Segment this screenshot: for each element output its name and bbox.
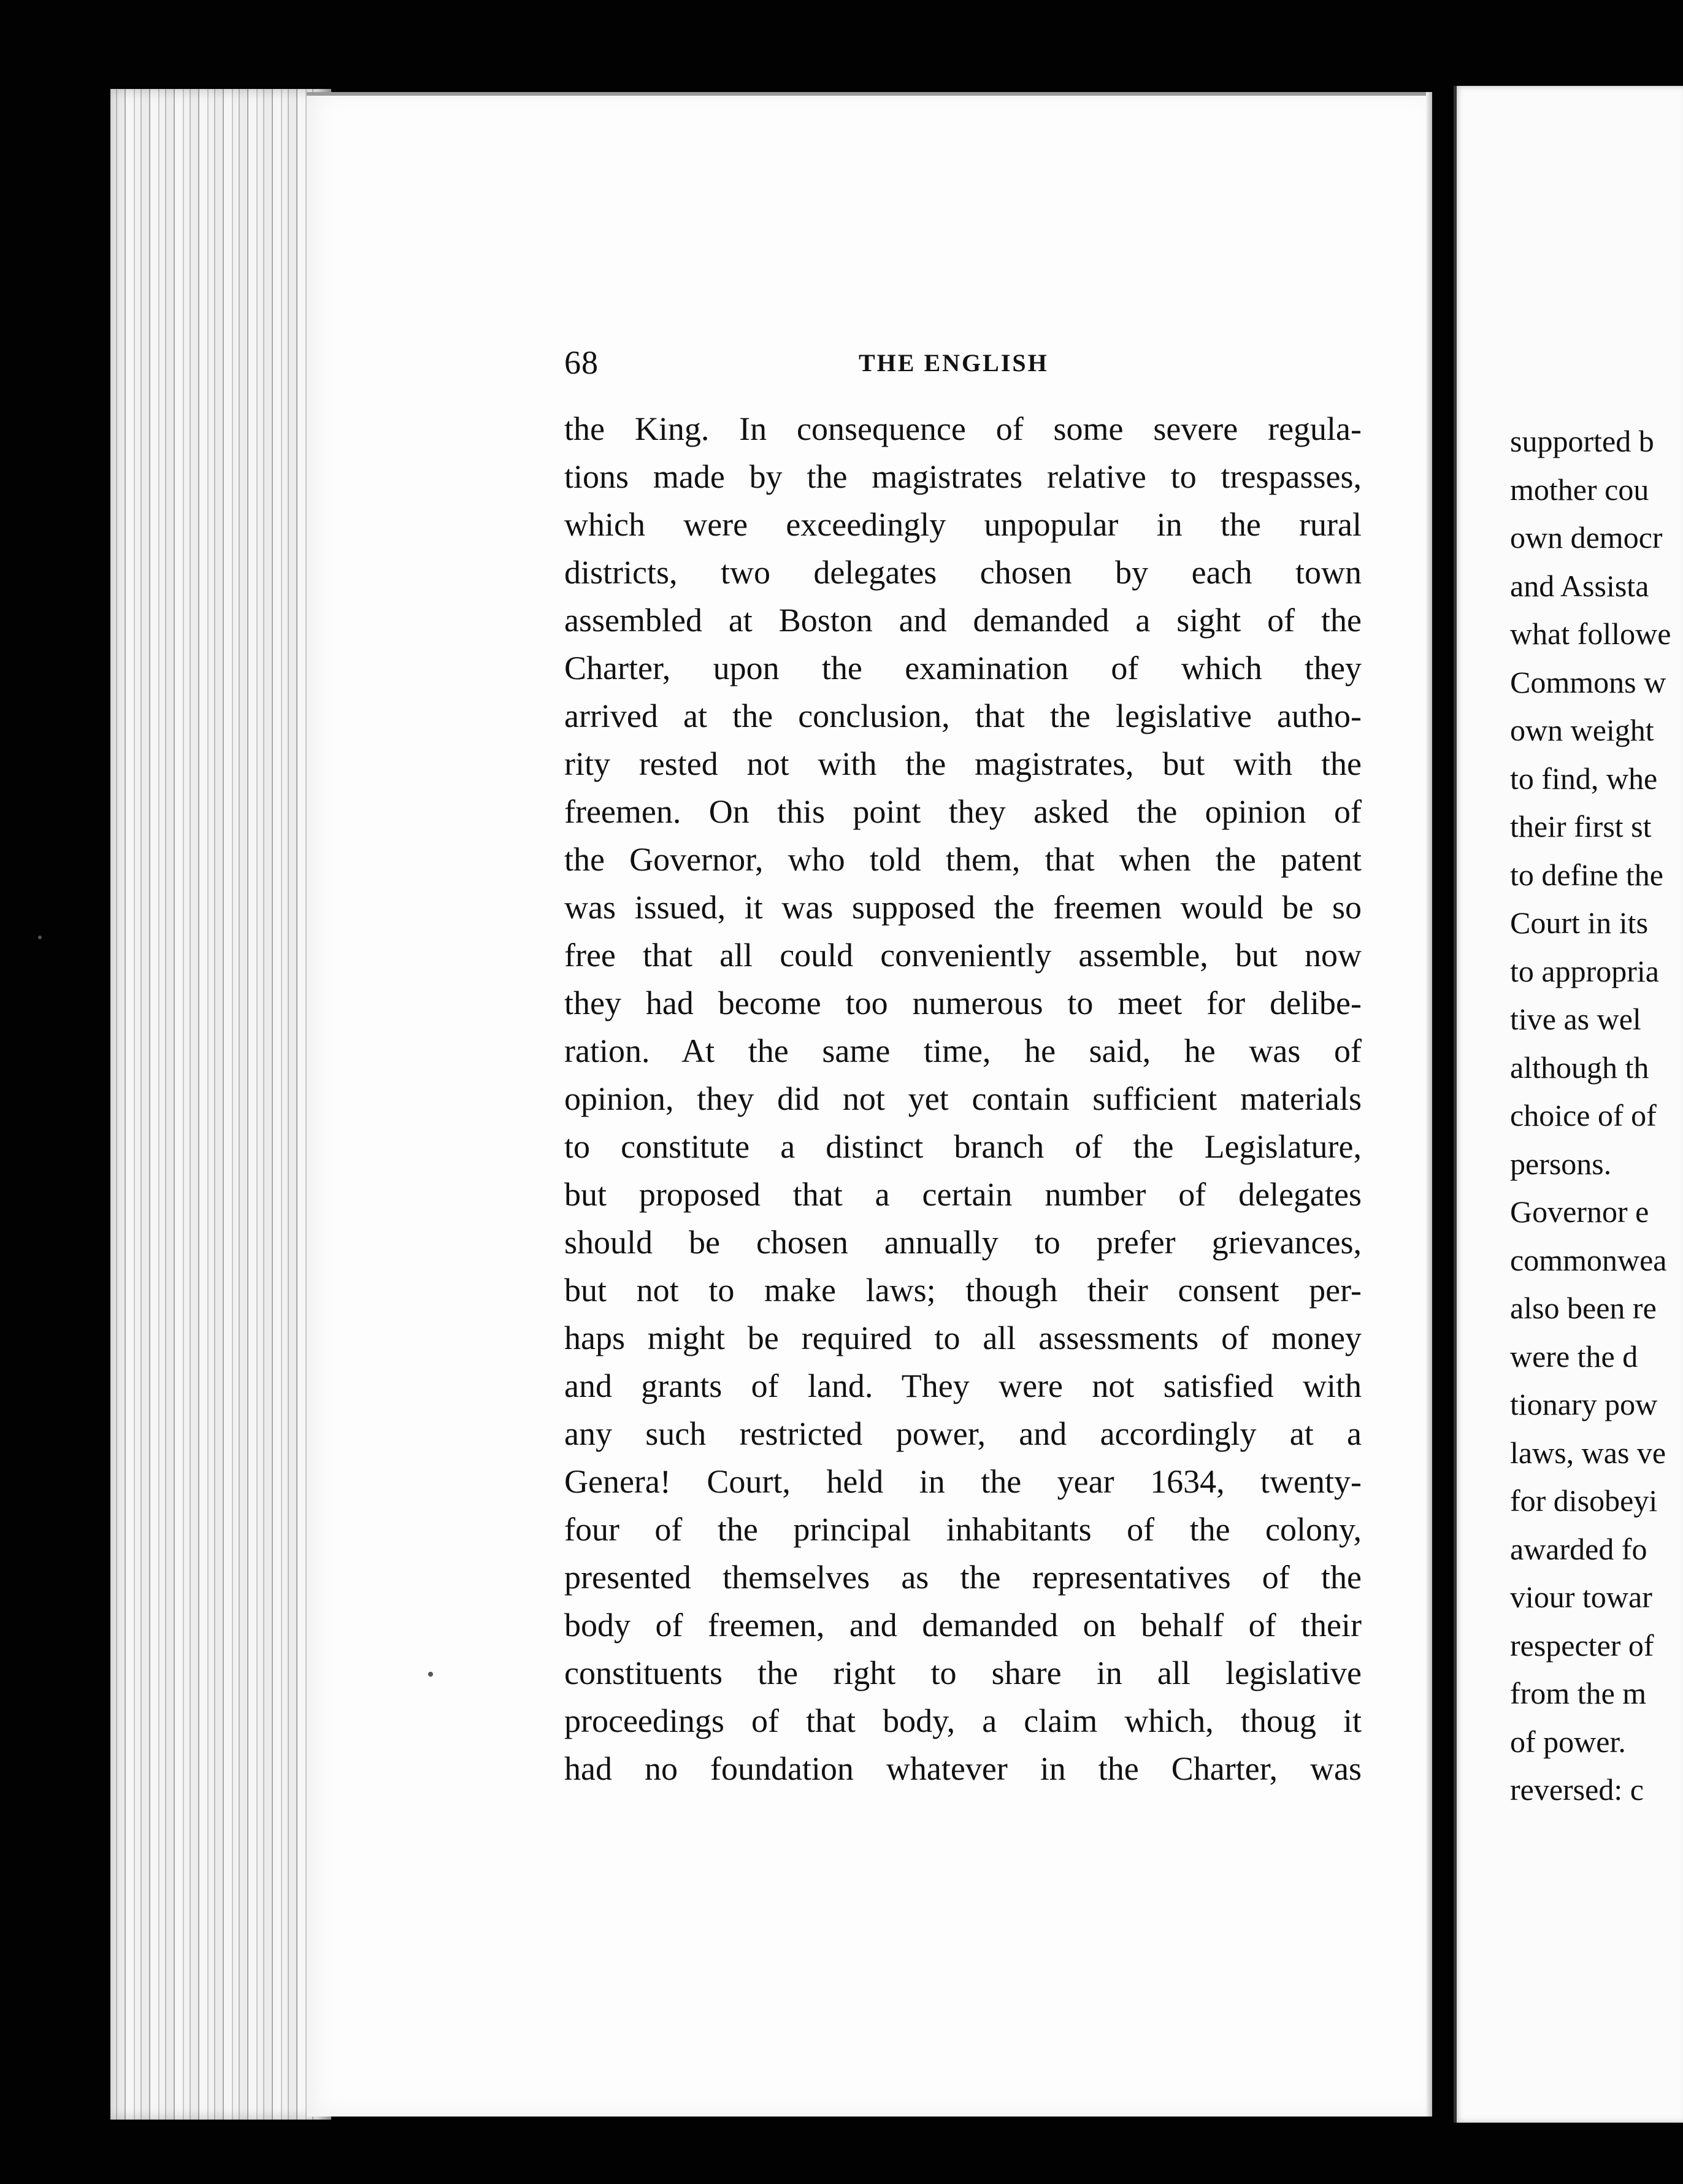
text-line: persons. xyxy=(1510,1146,1612,1181)
text-line: had no foundation whatever in the Charter, was xyxy=(564,1750,1362,1787)
text-line: arrived at the conclusion, that the legislative autho- xyxy=(564,698,1362,734)
text-line: from the m xyxy=(1510,1676,1647,1710)
text-line: were the d xyxy=(1510,1339,1638,1374)
text-line: and Assista xyxy=(1510,568,1649,603)
text-line: awarded fo xyxy=(1510,1531,1647,1566)
text-line: they had become too numerous to meet for delibe- xyxy=(564,985,1362,1021)
text-line: viour towar xyxy=(1510,1580,1652,1614)
right-page-cropped xyxy=(1454,86,1683,2123)
book-page-edges xyxy=(110,89,331,2120)
page-number: 68 xyxy=(564,344,599,381)
text-line: but not to make laws; though their consent per- xyxy=(564,1272,1362,1309)
text-line: for disobeyi xyxy=(1510,1483,1658,1518)
text-line: and grants of land. They were not satisfied with xyxy=(564,1367,1362,1404)
text-line: to define the xyxy=(1510,857,1663,892)
left-page-body-text xyxy=(564,405,1362,1793)
text-line: rity rested not with the magistrates, but with the xyxy=(564,745,1362,782)
scan-speck xyxy=(38,936,42,939)
text-line: choice of of xyxy=(1510,1098,1657,1132)
text-line: which were exceedingly unpopular in the rural xyxy=(564,506,1362,543)
text-line: their first st xyxy=(1510,809,1652,844)
text-line: tionary pow xyxy=(1510,1387,1658,1421)
text-line: to find, whe xyxy=(1510,761,1658,796)
text-line: was issued, it was supposed the freemen would be so xyxy=(564,889,1362,926)
text-line: Commons w xyxy=(1510,664,1666,699)
text-line: the King. In consequence of some severe regula- xyxy=(564,410,1362,447)
text-line: own weight xyxy=(1510,713,1654,747)
text-line: supported b xyxy=(1510,424,1654,458)
text-line: Court in its xyxy=(1510,906,1649,940)
scan-speck xyxy=(428,1672,433,1677)
text-line: also been re xyxy=(1510,1291,1657,1325)
text-line: reversed: c xyxy=(1510,1772,1644,1807)
text-line: but proposed that a certain number of delegates xyxy=(564,1176,1362,1213)
text-line: although th xyxy=(1510,1050,1649,1085)
text-line: tions made by the magistrates relative to trespasses, xyxy=(564,458,1362,495)
text-line: four of the principal inhabitants of the colony, xyxy=(564,1511,1362,1548)
right-page-body-text xyxy=(1510,417,1683,1814)
text-line: the Governor, who told them, that when the patent xyxy=(564,841,1362,878)
text-line: Governor e xyxy=(1510,1194,1649,1229)
text-line: any such restricted power, and accordingly at a xyxy=(564,1415,1362,1452)
text-line: respecter of xyxy=(1510,1628,1654,1663)
running-head xyxy=(564,344,1398,380)
text-line: Charter, upon the examination of which they xyxy=(564,650,1362,686)
text-line: opinion, they did not yet contain sufficient materials xyxy=(564,1080,1362,1117)
text-line: own democr xyxy=(1510,520,1663,555)
text-line: body of freemen, and demanded on behalf of their xyxy=(564,1607,1362,1644)
running-title: THE ENGLISH xyxy=(859,349,1049,377)
text-line: ration. At the same time, he said, he was of xyxy=(564,1032,1362,1069)
text-line: proceedings of that body, a claim which, thoug it xyxy=(564,1702,1362,1739)
text-line: freemen. On this point they asked the opinion of xyxy=(564,793,1362,830)
text-line: of power. xyxy=(1510,1724,1626,1759)
text-line: constituents the right to share in all legislative xyxy=(564,1655,1362,1691)
text-line: haps might be required to all assessments of money xyxy=(564,1320,1362,1356)
text-line: commonwea xyxy=(1510,1242,1667,1277)
text-line: laws, was ve xyxy=(1510,1435,1666,1470)
text-line: to constitute a distinct branch of the Legislature, xyxy=(564,1128,1362,1165)
text-line: tive as wel xyxy=(1510,1002,1641,1036)
text-line: districts, two delegates chosen by each town xyxy=(564,554,1362,591)
text-line: Genera! Court, held in the year 1634, twenty- xyxy=(564,1463,1362,1500)
text-line: to appropria xyxy=(1510,953,1659,988)
text-line: what followe xyxy=(1510,617,1671,651)
text-line: assembled at Boston and demanded a sight of the xyxy=(564,602,1362,639)
text-line: free that all could conveniently assemble, but now xyxy=(564,937,1362,974)
text-line: should be chosen annually to prefer grievances, xyxy=(564,1224,1362,1261)
text-line: presented themselves as the representatives of the xyxy=(564,1559,1362,1596)
text-line: mother cou xyxy=(1510,472,1649,507)
